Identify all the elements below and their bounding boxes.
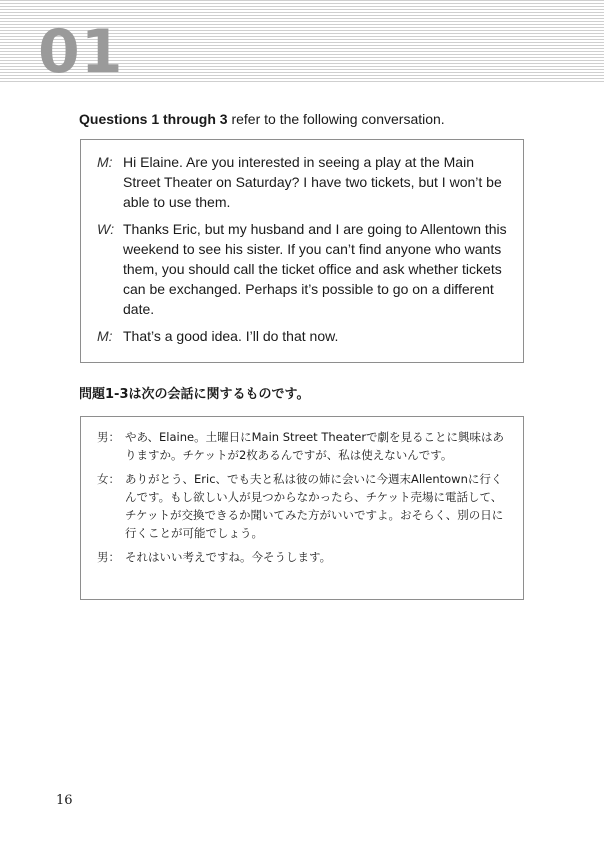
conversation-turn [97,428,511,464]
speaker-label: 女： [97,472,120,486]
conversation-turn [97,470,511,542]
japanese-conversation-box [80,416,524,600]
conversation-turn [97,326,509,346]
speaker-line: それはいい考えですね。今そうします。 [125,550,332,564]
speaker-line: Thanks Eric, but my husband and I are going to Allentown this weekend to see his sister. If you can’t find anyone who wants them, you should call the ticket office and ask whether tickets can be exchanged. Perhaps it’s possible to go on a different date. [123,221,507,317]
questions-intro [79,110,445,128]
speaker-label: 男： [97,550,120,564]
speaker-label: W: [97,221,115,237]
conversation-turn [97,152,509,212]
speaker-line: ありがとう、Eric、でも夫と私は彼の姉に会いに今週末Allentownに行くんです。もし欲しい人が見つからなかったら、チケット売場に電話して、チケットが交換できるか聞いてみた方がいいですよ。おそらく、別の日に行くことが可能でしょう。 [125,472,504,540]
speaker-label: M: [97,328,113,344]
english-conversation-box [80,139,524,363]
conversation-turn [97,219,509,319]
conversation-turn [97,548,511,566]
speaker-line: やあ、Elaine。土曜日にMain Street Theaterで劇を見ることに興味はありますか。チケットが2枚あるんですが、私は使えないんです。 [125,430,505,462]
page-number: 16 [56,793,73,808]
speaker-label: 男： [97,430,120,444]
speaker-line: That’s a good idea. I’ll do that now. [123,328,339,344]
japanese-section-title: 問題1-3は次の会話に関するものです。 [79,387,310,402]
questions-intro-bold: Questions 1 through 3 [79,111,228,127]
speaker-line: Hi Elaine. Are you interested in seeing a play at the Main Street Theater on Saturday? I have two tickets, but I won’t be able to use them. [123,154,502,210]
section-number: 01 [38,17,124,87]
questions-intro-rest: refer to the following conversation. [227,111,445,127]
speaker-label: M: [97,154,113,170]
